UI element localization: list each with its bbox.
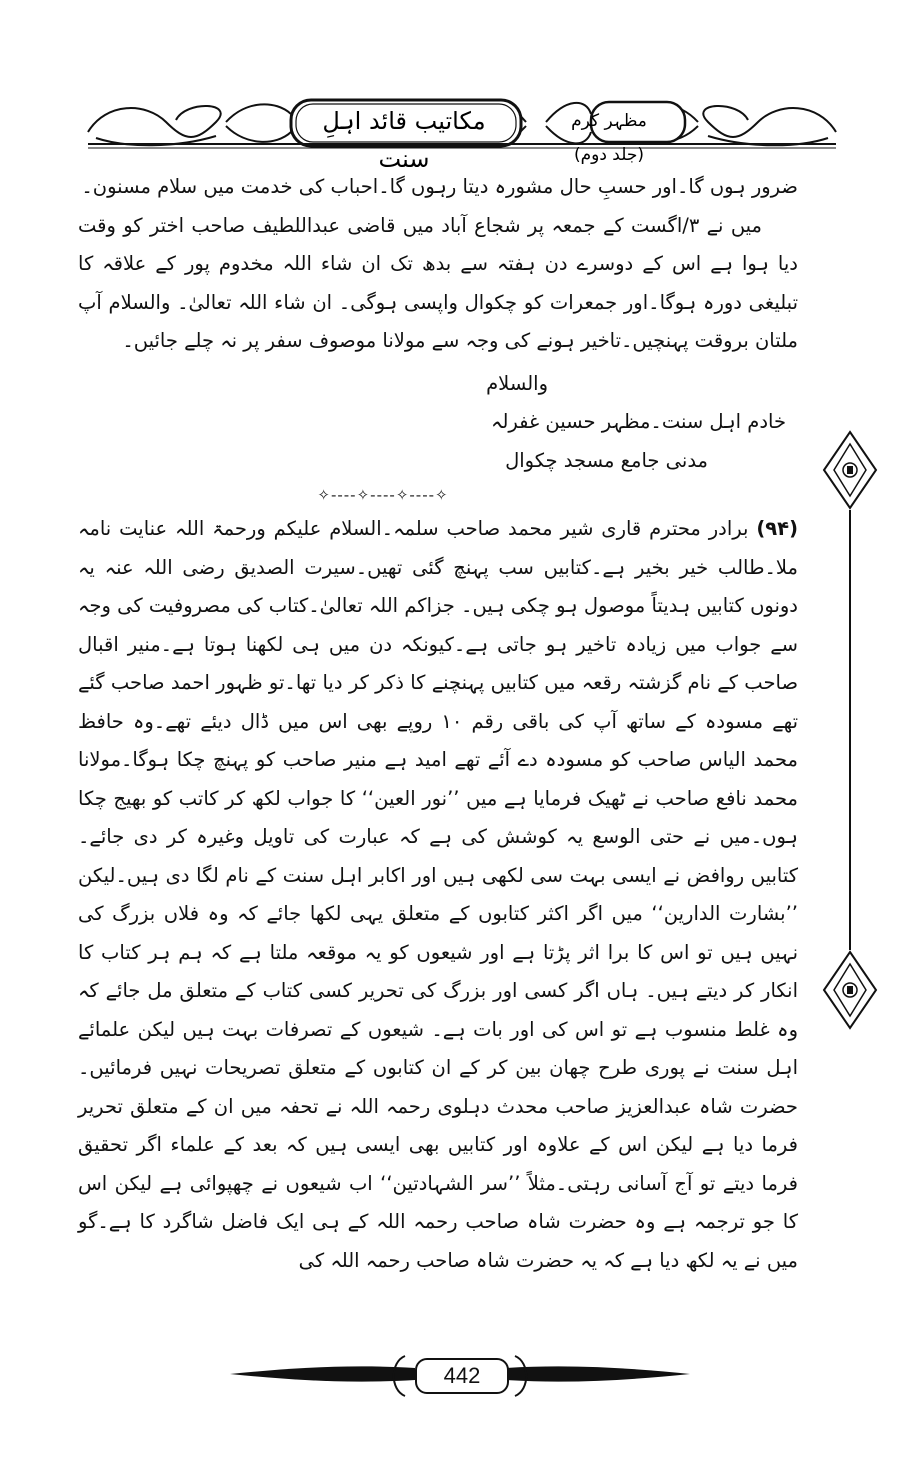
signature-place: مدنی جامع مسجد چکوال [505,448,708,472]
page-header [86,92,838,173]
letter-body: برادر محترم قاری شیر محمد صاحب سلمہ۔السلام علیکم ورحمۃ اللہ عنایت نامہ ملا۔طالب خیر بخیر ہے۔کتابیں سب پہنچ گئی تھیں۔سیرت الصدیق رضی اللہ عنہ یہ دونوں کتابیں ہدیتاً موصول ہو چکی ہیں۔ جزاکم اللہ تعالیٰ۔کتاب کی مصروفیت کی وجہ سے جواب میں زیادہ تاخیر ہو جاتی ہے۔کیونکہ دن میں ہی لکھنا ہوتا ہے۔منیر اقبال صاحب کے نام گزشتہ رقعہ میں کتابیں پہنچنے کا ذکر کر دیا تھا۔تو ظہور احمد صاحب گئے تھے مسودہ کے ساتھ آپ کی باقی رقم ۱۰ روپے بھی اس میں ڈال دیئے تھے۔وہ حافظ محمد الیاس صاحب کو مسودہ دے آئے تھے امید ہے منیر صاحب کو پہنچ چکا ہوگا۔مولانا محمد نافع صاحب نے ٹھیک فرمایا ہے میں ’’نور العین‘‘ کا جواب لکھ کر کاتب کو بھیج چکا ہوں۔میں نے حتی الوسع یہ کوشش کی ہے کہ عبارت کی تاویل وغیرہ کر دی جائے۔کتابیں روافض نے ایسی بہت سی لکھی ہیں اور اکابر اہل سنت کے نام لگا دی ہیں۔لیکن ’’بشارت الدارین‘‘ میں اگر اکثر کتابوں کے متعلق یہی لکھا جائے کہ وہ فلاں بزرگ کی نہیں ہیں تو اس کا برا اثر پڑتا ہے اور شیعوں کو یہ موقعہ ملتا ہے کہ ہم ہر کتاب کا انکار کر دیتے ہیں۔ ہاں اگر کسی اور بزرگ کی تحریر کسی کتاب کے متعلق مل جائے کہ وہ غلط منسوب ہے تو اس کی اور بات ہے۔ شیعوں کے تصرفات بہت ہیں لیکن علمائے اہل سنت نے پوری طرح چھان بین کر کے ان کتابوں کے متعلق تصریحات نہیں فرمائیں۔حضرت شاہ عبدالعزیز صاحب محدث دہلوی رحمہ اللہ نے تحفہ میں ان کے متعلق تحریر فرما دیا ہے لیکن اس کے علاوہ اور کتابیں بھی ایسی ہیں کہ بعد کے علماء اگر تحقیق فرما دیتے تو آج آسانی رہتی۔مثلاً ’’سر الشہادتین‘‘ اب شیعوں نے چھپوائی ہے لیکن اس کا جو ترجمہ ہے وہ حضرت شاہ صاحب رحمہ اللہ کے ہی ایک فاضل شاگرد کا ہے۔گو میں نے یہ لکھ دیا ہے کہ یہ حضرت شاہ صاحب رحمہ اللہ کی [78,517,798,1272]
side-ornament-icon [820,430,880,1030]
paragraph-2: میں نے ۳/اگست کے جمعہ پر شجاع آباد میں قاضی عبداللطیف صاحب اختر کو وقت دیا ہوا ہے اس کے دوسرے دن ہفتہ سے بدھ تک ان شاء اللہ مخدوم پور کے علاقہ کا تبلیغی دورہ ہوگا۔اور جمعرات کو چکوال واپسی ہوگی۔ ان شاء اللہ تعالیٰ۔ والسلام آپ ملتان بروقت پہنچیں۔تاخیر ہونے کی وجہ سے مولانا موصوف سفر پر نہ چلے جائیں۔ [78,213,798,352]
letter-94 [78,510,798,1280]
signature-block [78,365,798,481]
salutation: والسلام [486,371,548,395]
page-number: 442 [415,1358,509,1394]
signature-name: خادم اہل سنت۔مظہر حسین غفرلہ [491,410,786,433]
section-separator: ✧----✧----✧----✧ [317,486,449,504]
book-title: مظہر کرم (جلد دوم) [571,111,647,165]
paragraph-1: ضرور ہوں گا۔اور حسبِ حال مشورہ دیتا رہوں گا۔احباب کی خدمت میں سلام مسنون۔ [81,175,798,198]
page-content [78,168,798,1280]
running-title: مکاتیب قائد اہلِ سنت [322,107,486,173]
letter-number: (۹۴) [756,517,799,540]
page-footer [230,1350,690,1402]
